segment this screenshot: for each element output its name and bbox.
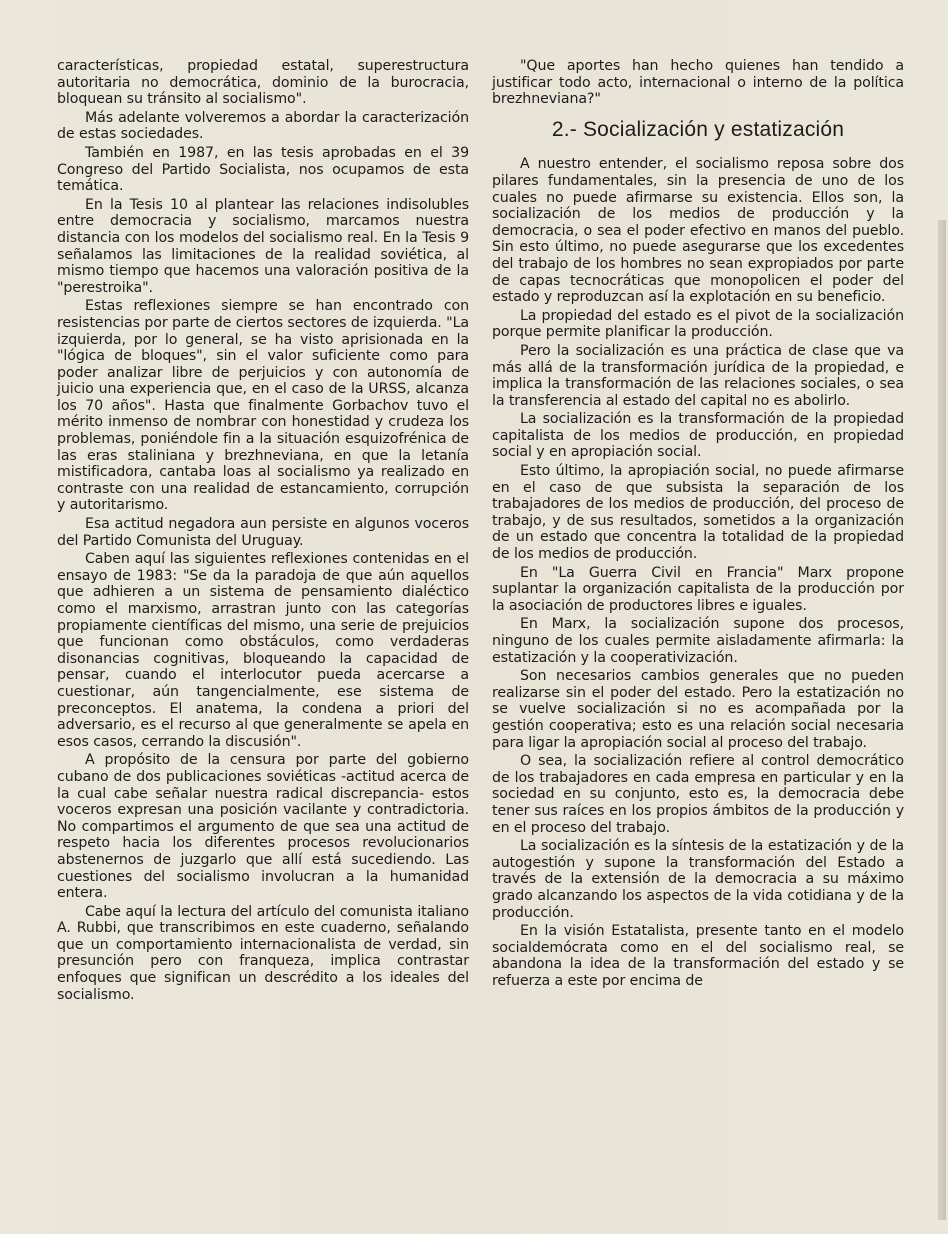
- paragraph: O sea, la socialización refiere al control democrático de los trabajadores en cada empresa en particular y en la sociedad en su conjunto, esto es, la democracia debe tener sus raíces en los propios ámbitos de la producción y en el proceso del trabajo.: [492, 753, 904, 836]
- right-column: [492, 58, 904, 991]
- paragraph: En "La Guerra Civil en Francia" Marx propone suplantar la organización capitalista de la producción por la asociación de productores libres e iguales.: [492, 564, 904, 614]
- paragraph: En la Tesis 10 al plantear las relaciones indisolubles entre democracia y socialismo, marcamos nuestra distancia con los modelos del socialismo real. En la Tesis 9 señalamos las limitaciones de la realidad soviética, al mismo tiempo que hacemos una valoración positiva de la "perestroika".: [57, 196, 469, 296]
- paragraph: A nuestro entender, el socialismo reposa sobre dos pilares fundamentales, sin la presencia de uno de los cuales no puede afirmarse su existencia. Ellos son, la socialización de los medios de producción y la democracia, o sea el poder efectivo en manos del pueblo. Sin esto último, no puede asegurarse que los excedentes del trabajo de los hombres no sean expropiados por parte de capas tecnocráticas que monopolicen el poder del estado y reproduzcan así la explotación en su beneficio.: [492, 156, 904, 306]
- paragraph: La socialización es la transformación de la propiedad capitalista de los medios de producción, en propiedad social y en apropiación social.: [492, 411, 904, 461]
- paragraph: Esa actitud negadora aun persiste en algunos voceros del Partido Comunista del Uruguay.: [57, 516, 469, 549]
- paragraph: Son necesarios cambios generales que no pueden realizarse sin el poder del estado. Pero la estatización no se vuelve socialización si no es acompañada por la gestión cooperativa; esto es una relación social necesaria para ligar la apropiación social al proceso del trabajo.: [492, 668, 904, 751]
- paragraph: características, propiedad estatal, superestructura autoritaria no democrática, dominio de la burocracia, bloquean su tránsito al socialismo".: [57, 58, 469, 108]
- paragraph: La socialización es la síntesis de la estatización y de la autogestión y supone la transformación del Estado a través de la extensión de la democracia a su máximo grado alcanzando los aspectos de la vida cotidiana y de la producción.: [492, 838, 904, 921]
- page-edge-shadow: [938, 220, 946, 1220]
- left-column: [57, 58, 469, 1005]
- paragraph: En la visión Estatalista, presente tanto en el modelo socialdemócrata como en el del socialismo real, se abandona la idea de la transformación del estado y se refuerza a este por encima de: [492, 923, 904, 989]
- paragraph: En Marx, la socialización supone dos procesos, ninguno de los cuales permite aisladamente afirmarla: la estatización y la cooperativización.: [492, 616, 904, 666]
- paragraph: Cabe aquí la lectura del artículo del comunista italiano A. Rubbi, que transcribimos en este cuaderno, señalando que un comportamiento internacionalista de verdad, sin presunción pero con franqueza, implica contrastar enfoques que significan un descrédito a los ideales del socialismo.: [57, 903, 469, 1003]
- quote-paragraph: "Que aportes han hecho quienes han tendido a justificar todo acto, internacional o interno de la política brezhneviana?": [492, 58, 904, 108]
- paragraph: A propósito de la censura por parte del gobierno cubano de dos publicaciones soviéticas -actitud acerca de la cual cabe señalar nuestra radical discrepancia- estos voceros expresan una posición vacilante y contradictoria. No compartimos el argumento de que sea una actitud de respeto hacia los diferentes procesos revolucionarios abstenernos de juzgarlo que allí está sucediendo. Las cuestiones del socialismo involucran a la humanidad entera.: [57, 752, 469, 902]
- section-heading: 2.- Socialización y estatización: [551, 117, 845, 141]
- paragraph: Caben aquí las siguientes reflexiones contenidas en el ensayo de 1983: "Se da la paradoja de que aún aquellos que adhieren a un sistema de pensamiento dialéctico como el marxismo, arrastran junto con las categorías propiamente científicas del mismo, una serie de prejuicios que funcionan como obstáculos, como verdaderas disonancias cognitivas, bloqueando la capacidad de pensar, cuando el interlocutor pueda acercarse a cuestionar, aún tangencialmente, ese sistema de preconceptos. El anatema, la condena a priori del adversario, es el recurso al que generalmente se apela en esos casos, cerrando la discusión".: [57, 551, 469, 750]
- paragraph: Estas reflexiones siempre se han encontrado con resistencias por parte de ciertos sectores de izquierda. "La izquierda, por lo general, se ha visto aprisionada en la "lógica de bloques", sin el valor suficiente como para poder analizar libre de perjuicios y con autonomía de juicio una experiencia que, en el caso de la URSS, alcanza los 70 años". Hasta que finalmente Gorbachov tuvo el mérito inmenso de nombrar con honestidad y crudeza los problemas, poniéndole fin a la situación esquizofrénica de las eras staliniana y brezhneviana, en que la letanía mistificadora, cantaba loas al socialismo ya realizado en contraste con una realidad de estancamiento, corrupción y autoritarismo.: [57, 298, 469, 514]
- paragraph: Esto último, la apropiación social, no puede afirmarse en el caso de que subsista la separación de los trabajadores de los medios de producción, del proceso de trabajo, y de sus resultados, sometidos a la organización de un estado que concentra la totalidad de la propiedad de los medios de producción.: [492, 463, 904, 563]
- paragraph: Más adelante volveremos a abordar la caracterización de estas sociedades.: [57, 109, 469, 143]
- paragraph: Pero la socialización es una práctica de clase que va más allá de la transformación jurídica de la propiedad, e implica la transformación de las relaciones sociales, o sea la transferencia al estado del capital no es abolirlo.: [492, 342, 904, 409]
- paragraph: También en 1987, en las tesis aprobadas en el 39 Congreso del Partido Socialista, nos ocupamos de esta temática.: [57, 144, 469, 195]
- paragraph: La propiedad del estado es el pivot de la socialización porque permite planificar la producción.: [492, 307, 904, 341]
